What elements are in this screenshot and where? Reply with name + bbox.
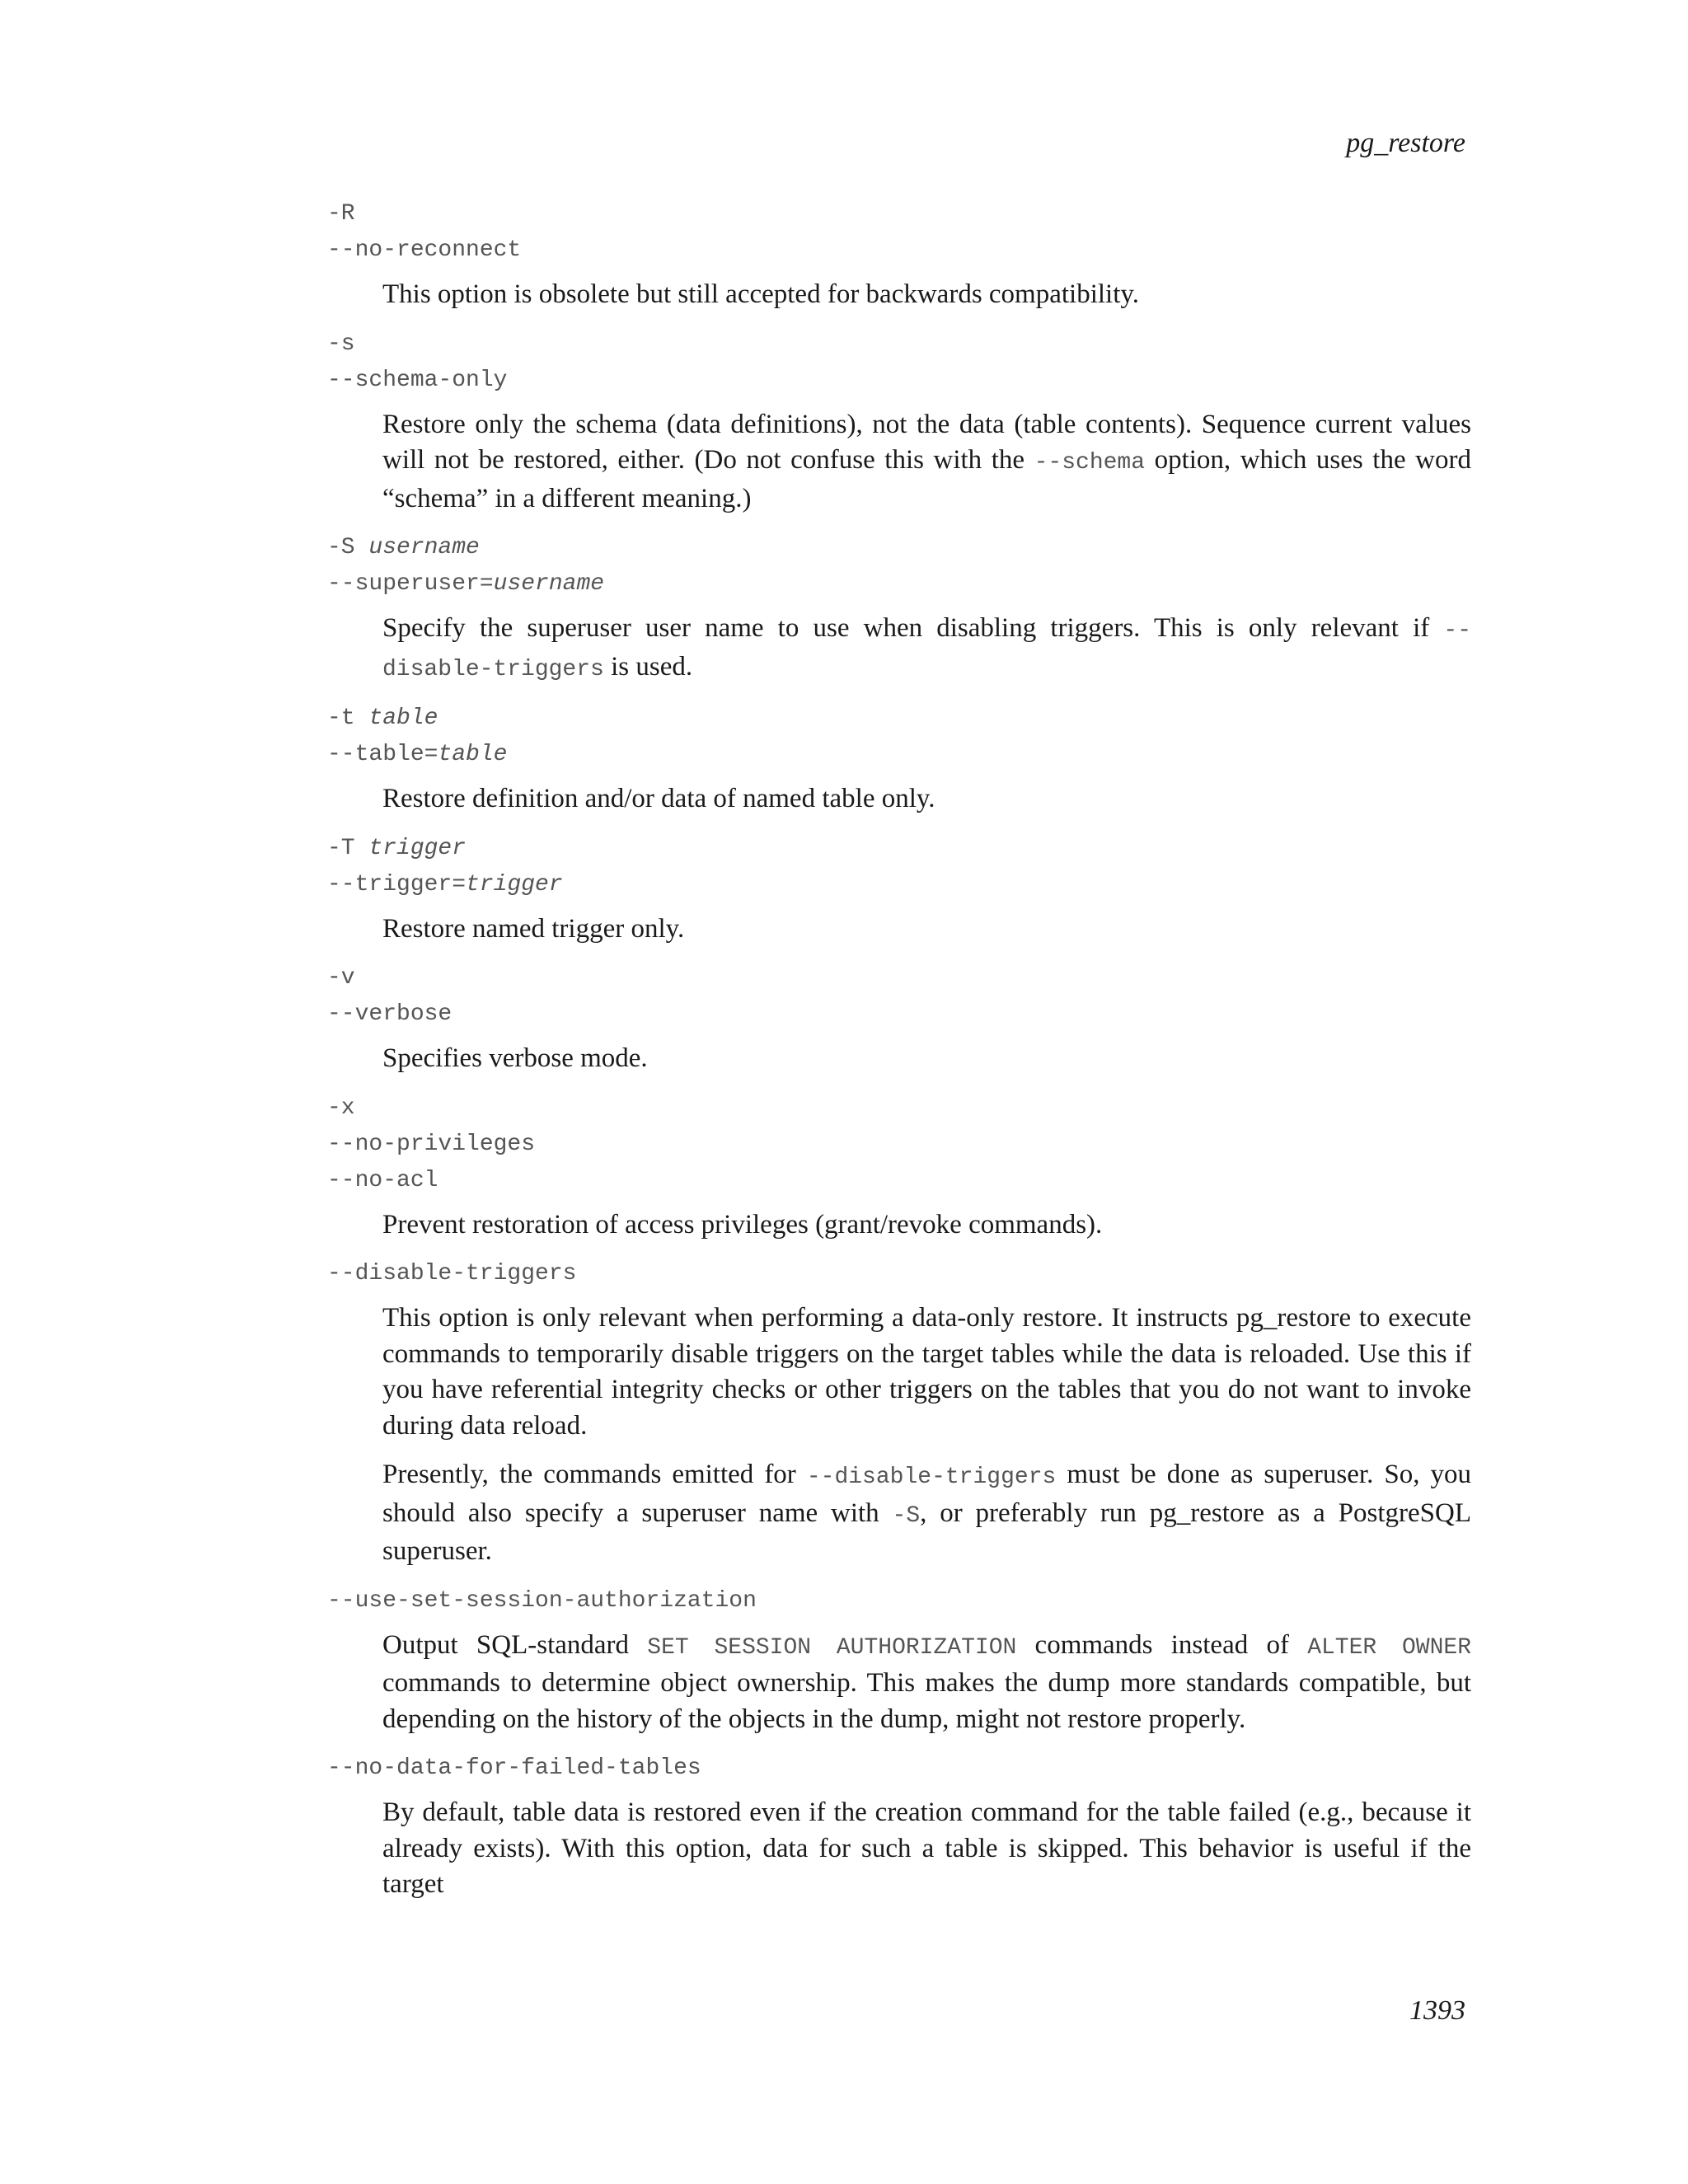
description-text: option, which uses the word “schema” in a different meaning.): [382, 445, 1472, 513]
description-paragraph: [382, 1457, 1471, 1570]
description-paragraph: [382, 1207, 1471, 1244]
option-terms: [327, 530, 1471, 602]
description-paragraph: [382, 1041, 1471, 1077]
option-description: [382, 781, 1471, 818]
page-number: 1393: [1409, 1995, 1465, 2026]
option-description: [382, 1795, 1471, 1903]
option-terms: [327, 326, 1471, 399]
option-description: [382, 1207, 1471, 1244]
option-flag: [327, 363, 1471, 399]
description-paragraph: [382, 1301, 1471, 1444]
description-paragraph: [382, 1628, 1471, 1738]
option-flag: [327, 530, 1471, 566]
option-flag: [327, 831, 1471, 867]
option-entry: [327, 196, 1471, 313]
option-flag-text: --use-set-session-authorization: [327, 1587, 757, 1614]
option-description: [382, 1041, 1471, 1077]
description-text: commands to determine object ownership. This makes the dump more standards compatible, but depending on the history of the objects in the dump, might not restore properly.: [382, 1668, 1471, 1734]
option-flag-text: -v: [327, 965, 355, 991]
option-entry: [327, 530, 1471, 687]
option-flag-text: --trigger=: [327, 871, 467, 898]
option-flag-text: -R: [327, 201, 355, 227]
inline-code: --schema: [1034, 450, 1146, 476]
option-flag: [327, 232, 1471, 269]
option-flag-text: --no-acl: [327, 1167, 438, 1193]
option-flag: [327, 1256, 1471, 1292]
option-entry: [327, 701, 1471, 818]
option-flag: [327, 196, 1471, 232]
option-flag-text: -T: [327, 835, 369, 861]
option-entry: [327, 1750, 1471, 1903]
option-flag-text: -x: [327, 1094, 355, 1121]
option-flag: [327, 1090, 1471, 1127]
option-terms: [327, 1090, 1471, 1199]
description-text: Restore named trigger only.: [382, 913, 685, 944]
running-header: pg_restore: [1346, 128, 1465, 158]
description-text: is used.: [603, 651, 693, 682]
description-paragraph: [382, 781, 1471, 818]
option-entry: [327, 1090, 1471, 1244]
option-flag-text: --no-reconnect: [327, 237, 522, 263]
description-paragraph: [382, 277, 1471, 313]
description-paragraph: [382, 407, 1471, 518]
option-flag: [327, 566, 1471, 602]
description-text: Presently, the commands emitted for: [382, 1460, 807, 1489]
description-paragraph: [382, 912, 1471, 948]
option-description: [382, 611, 1471, 687]
inline-code: ALTER OWNER: [1307, 1634, 1472, 1661]
description-text: must be done as superuser. So, you should also specify a superuser name with: [382, 1460, 1471, 1528]
description-text: Prevent restoration of access privileges (grant/revoke commands).: [382, 1209, 1103, 1240]
option-argument: username: [493, 571, 605, 597]
option-flag: [327, 701, 1471, 737]
description-text: This option is only relevant when performing a data-only restore. It instructs pg_restore to execute commands to temporarily disable triggers on the target tables while the data is reloaded. Use this if you have referential integrity checks or other triggers on the tables that you do not want to invoke during data reload.: [382, 1303, 1471, 1441]
inline-code: -S: [892, 1502, 921, 1529]
description-paragraph: [382, 1795, 1471, 1903]
option-entry: [327, 1256, 1471, 1570]
description-text: , or preferably run pg_restore as a PostgreSQL superuser.: [382, 1497, 1471, 1566]
option-flag: [327, 1583, 1471, 1619]
option-terms: [327, 1256, 1471, 1292]
description-text: Restore only the schema (data definitions), not the data (table contents). Sequence current values will not be restored, either. (Do not confuse this with the: [382, 409, 1471, 475]
option-flag: [327, 326, 1471, 363]
option-flag-text: --no-data-for-failed-tables: [327, 1755, 701, 1781]
option-flag-text: --superuser=: [327, 571, 494, 597]
description-text: This option is obsolete but still accepted for backwards compatibility.: [382, 279, 1139, 309]
option-flag-text: --table=: [327, 742, 438, 767]
option-terms: [327, 1583, 1471, 1619]
description-text: commands instead of: [1016, 1629, 1308, 1660]
option-entry: [327, 831, 1471, 948]
option-entry: [327, 1583, 1471, 1738]
inline-code: SET SESSION AUTHORIZATION: [647, 1634, 1017, 1661]
option-argument: trigger: [466, 871, 563, 898]
option-list: [327, 196, 1471, 1916]
option-description: [382, 1628, 1471, 1738]
option-flag: [327, 867, 1471, 903]
option-argument: table: [438, 742, 508, 767]
option-terms: [327, 196, 1471, 269]
option-argument: trigger: [368, 835, 467, 861]
inline-code: --disable-triggers: [806, 1465, 1057, 1490]
option-flag-text: --no-privileges: [327, 1131, 536, 1157]
option-entry: [327, 960, 1471, 1077]
option-terms: [327, 701, 1471, 773]
option-description: [382, 277, 1471, 313]
option-description: [382, 407, 1471, 518]
option-flag-text: --verbose: [327, 1001, 452, 1027]
description-text: Restore definition and/or data of named table only.: [382, 784, 935, 813]
option-flag: [327, 1750, 1471, 1787]
option-flag: [327, 1127, 1471, 1163]
option-flag: [327, 996, 1471, 1033]
option-entry: [327, 326, 1471, 518]
option-terms: [327, 1750, 1471, 1787]
option-flag: [327, 737, 1471, 773]
option-description: [382, 1301, 1471, 1570]
inline-code: --disable-triggers: [382, 618, 1471, 682]
option-terms: [327, 831, 1471, 903]
option-flag-text: --disable-triggers: [327, 1261, 577, 1286]
option-flag-text: -s: [327, 330, 355, 357]
option-terms: [327, 960, 1471, 1033]
option-description: [382, 912, 1471, 948]
option-flag-text: --schema-only: [327, 367, 508, 393]
description-text: Specify the superuser user name to use when disabling triggers. This is only relevant if: [382, 613, 1444, 643]
option-flag-text: -S: [327, 535, 369, 560]
option-flag: [327, 1163, 1471, 1199]
option-flag-text: -t: [327, 705, 369, 731]
option-flag: [327, 960, 1471, 996]
option-argument: username: [368, 535, 480, 560]
description-text: Specifies verbose mode.: [382, 1043, 648, 1073]
description-text: By default, table data is restored even if the creation command for the table failed (e.g., because it already exists). With this option, data for such a table is skipped. This behavior is useful if the target: [382, 1797, 1471, 1899]
description-text: Output SQL-standard: [382, 1629, 648, 1660]
description-paragraph: [382, 611, 1471, 687]
option-argument: table: [368, 705, 438, 731]
